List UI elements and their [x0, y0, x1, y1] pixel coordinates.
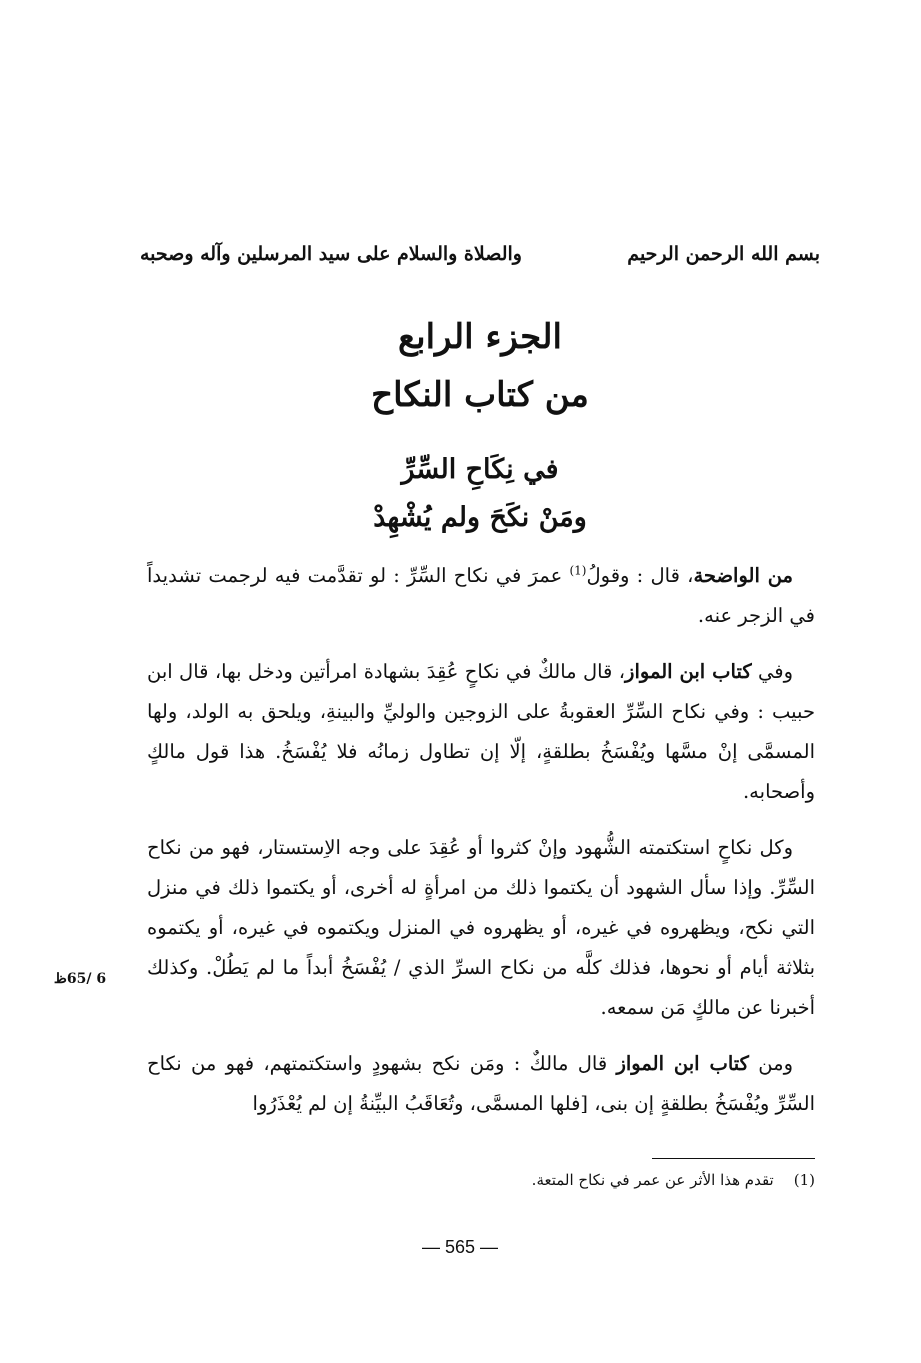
footnote — [420, 1166, 815, 1194]
paragraph-text: ، قال مالكٌ في نكاحٍ عُقِدَ بشهادة امرأتين ودخل بها، قال ابن حبيب : وفي نكاح السِّرِّ العقوبةُ على الزوجين والوليِّ والبينةِ، ويلحق به الولد، ولها المسمَّى إنْ مسَّها ويُفْسَخُ بطلقةٍ، إلّا إن تطاول زمانُه فلا يُفْسَخُ. هذا قول مالكٍ وأصحابه. — [147, 660, 815, 803]
source-name: من الواضحة — [693, 564, 793, 587]
chapter-heading-line-2: ومَنْ نكَحَ ولم يُشْهِدْ — [373, 502, 587, 533]
paragraph-lead: ومن — [748, 1052, 793, 1075]
footnote-reference[interactable]: (1) — [569, 563, 587, 578]
main-text — [147, 556, 815, 1140]
paragraph-text: عمرَ في نكاح السِّرِّ : لو تقدَّمت فيه لرجمت تشديداً في الزجر عنه. — [147, 564, 815, 627]
footnote-text: تقدم هذا الأثر عن عمر في نكاح المتعة. — [531, 1171, 774, 1189]
manuscript-folio-note: 6 /65ظ — [53, 971, 107, 987]
salutation-text: والصلاة والسلام على سيد المرسلين وآله وصحبه — [140, 243, 522, 265]
basmala-text: بسم الله الرحمن الرحيم — [627, 243, 820, 265]
opening-invocation — [140, 232, 820, 276]
paragraph-text: ، قال : وقولُ — [586, 564, 694, 587]
footnote-divider — [652, 1158, 815, 1159]
page-number: — 565 — — [421, 1237, 499, 1257]
source-name: كتاب ابن المواز — [625, 660, 752, 683]
paragraph-lead: وفي — [751, 660, 793, 683]
paragraph-text: قال مالكٌ : ومَن نكح بشهودٍ واستكتمتهم، فهو من نكاح السِّرِّ ويُفْسَخُ بطلقةٍ إن بنى، [فلها المسمَّى، وتُعَاقَبُ البيِّنةُ إن لم يُعْذَرُوا — [147, 1052, 815, 1115]
volume-title-line-1: الجزء الرابع — [398, 317, 562, 357]
chapter-heading — [140, 446, 820, 542]
paragraph-2 — [147, 652, 815, 812]
paragraph-4 — [147, 1044, 815, 1124]
source-name: كتاب ابن المواز — [616, 1052, 749, 1075]
volume-title — [140, 308, 820, 424]
chapter-heading-line-1: في نِكَاحِ السِّرِّ — [401, 454, 559, 485]
paragraph-3: وكل نكاحٍ استكتمته الشُّهود وإنْ كثروا أو عُقِدَ على وجه الاِستستار، فهو من نكاح السِّرِّ. وإذا سأل الشهود أن يكتموا ذلك من امرأةٍ له أخرى، أو يكتموا ذلك في منزل التي نكح، ويظهروه في غيره، أو يظهروه في المنزل ويكتموه في غيره، أو يكتموه بثلاثة أيام أو نحوها، فذلك كلَّه من نكاح السرِّ الذي / يُفْسَخُ أبداً ما لم يَطُلْ. وكذلك أخبرنا عن مالكٍ مَن سمعه. — [147, 836, 815, 1019]
volume-title-line-2: من كتاب النكاح — [371, 375, 589, 415]
paragraph-1 — [147, 556, 815, 636]
footnote-number: (1) — [793, 1171, 815, 1189]
